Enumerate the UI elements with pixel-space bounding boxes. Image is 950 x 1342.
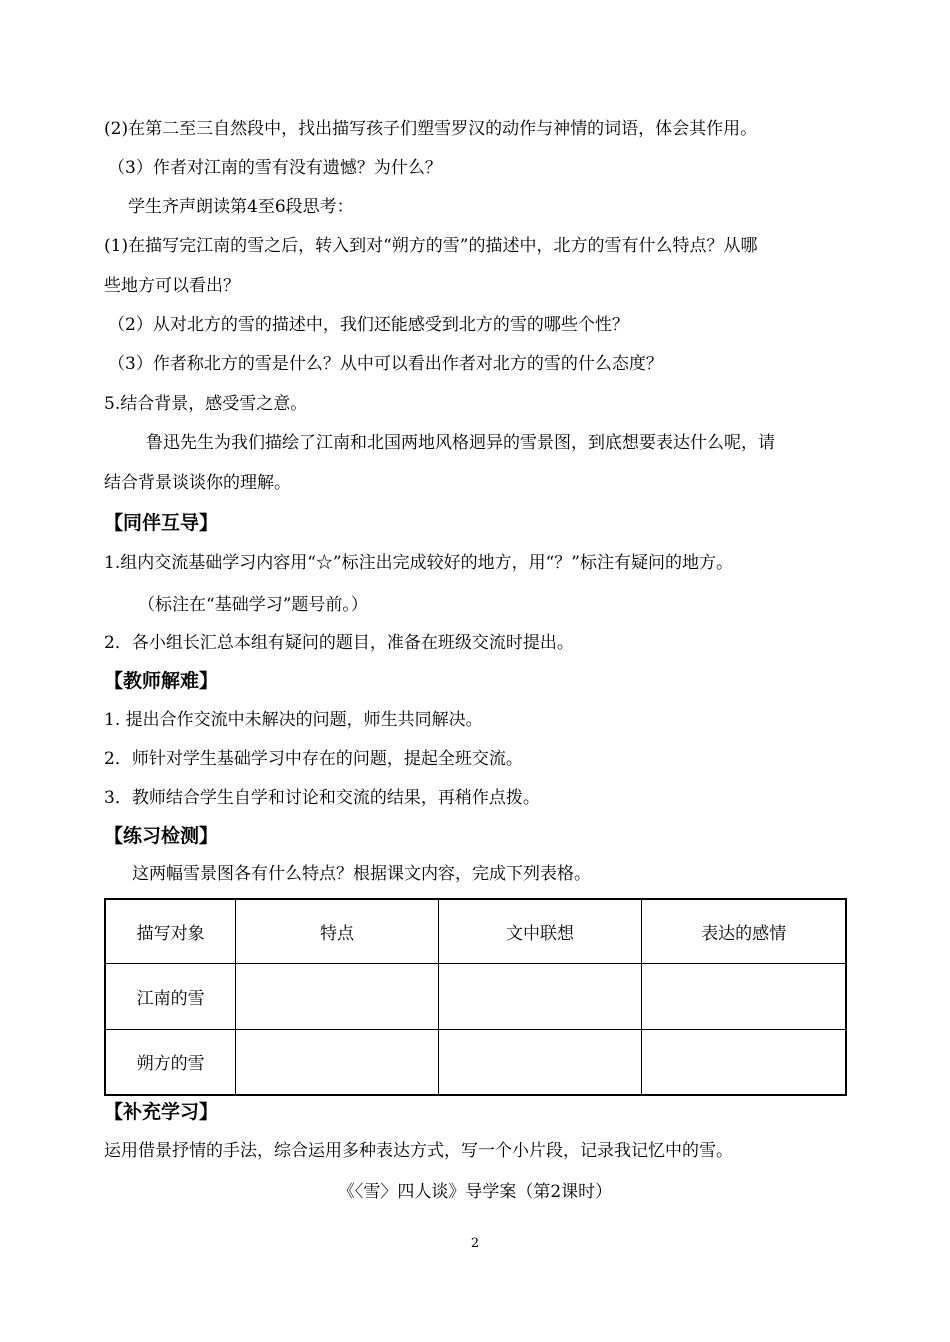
section-5-title: 5.结合背景，感受雪之意。 <box>104 394 308 414</box>
page-number: 2 <box>470 1236 480 1251</box>
header-cell-feature: 特点 <box>236 899 439 963</box>
background-paragraph-line-b: 结合背景谈谈你的理解。 <box>104 473 291 493</box>
table-row <box>105 963 846 1029</box>
teacher-heading: 【教师解难】 <box>104 670 219 692</box>
table-row <box>105 1029 846 1095</box>
row-label-jiangnan: 江南的雪 <box>105 963 236 1029</box>
teacher-item-2: 2．师针对学生基础学习中存在的问题，提起全班交流。 <box>104 749 523 769</box>
question-3-line: （3）作者对江南的雪有没有遗憾？为什么？ <box>108 158 442 178</box>
north-question-2-line: （2）从对北方的雪的描述中，我们还能感受到北方的雪的哪些个性？ <box>108 315 629 335</box>
header-cell-emotion: 表达的感情 <box>642 899 846 963</box>
practice-heading: 【练习检测】 <box>104 825 219 847</box>
reading-instruction: 学生齐声朗读第4至6段思考： <box>128 197 354 217</box>
header-cell-association: 文中联想 <box>438 899 642 963</box>
snow-comparison-table <box>104 898 847 1096</box>
answer-cell[interactable] <box>642 963 846 1029</box>
supplement-heading: 【补充学习】 <box>104 1101 219 1123</box>
answer-cell[interactable] <box>236 963 439 1029</box>
answer-cell[interactable] <box>438 1029 642 1095</box>
peer-guidance-heading: 【同伴互导】 <box>104 512 219 534</box>
north-question-1-line-a: (1)在描写完江南的雪之后，转入到对“朔方的雪”的描述中，北方的雪有什么特点？从哪 <box>104 236 758 256</box>
peer-item-note: （标注在“基础学习”题号前。） <box>138 595 368 615</box>
teacher-item-1: 1. 提出合作交流中未解决的问题，师生共同解决。 <box>104 710 483 730</box>
header-cell-subject: 描写对象 <box>105 899 236 963</box>
north-question-1-line-b: 些地方可以看出？ <box>104 276 240 296</box>
peer-item-1: 1.组内交流基础学习内容用“☆”标注出完成较好的地方，用“？”标注有疑问的地方。 <box>104 553 733 573</box>
next-lesson-title: 《〈雪〉四人谈》导学案（第2课时） <box>337 1182 613 1202</box>
question-2-line: (2)在第二至三自然段中，找出描写孩子们塑雪罗汉的动作与神情的词语，体会其作用。 <box>104 119 758 139</box>
answer-cell[interactable] <box>642 1029 846 1095</box>
peer-item-2: 2．各小组长汇总本组有疑问的题目，准备在班级交流时提出。 <box>104 633 574 653</box>
answer-cell[interactable] <box>438 963 642 1029</box>
teacher-item-3: 3．教师结合学生自学和讨论和交流的结果，再稍作点拨。 <box>104 788 540 808</box>
supplement-text: 运用借景抒情的手法，综合运用多种表达方式，写一个小片段，记录我记忆中的雪。 <box>104 1141 733 1161</box>
table-header-row <box>105 899 846 963</box>
row-label-shuofang: 朔方的雪 <box>105 1029 236 1095</box>
background-paragraph-line-a: 鲁迅先生为我们描绘了江南和北国两地风格迥异的雪景图，到底想要表达什么呢，请 <box>146 433 775 453</box>
practice-intro: 这两幅雪景图各有什么特点？根据课文内容，完成下列表格。 <box>132 864 591 884</box>
answer-cell[interactable] <box>236 1029 439 1095</box>
north-question-3-line: （3）作者称北方的雪是什么？从中可以看出作者对北方的雪的什么态度？ <box>108 354 663 374</box>
